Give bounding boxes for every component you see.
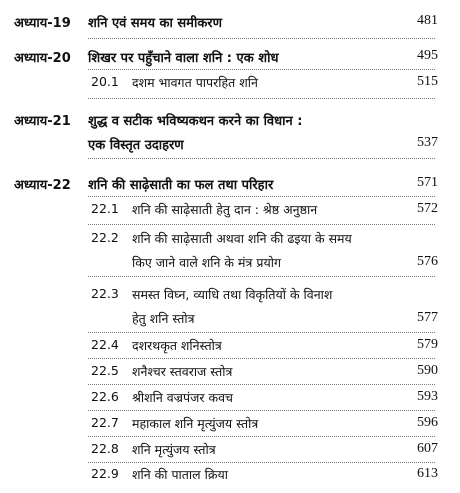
section-title: शनि मृत्युंजय स्तोत्र — [132, 442, 216, 457]
page-number: 607 — [417, 441, 438, 456]
page-number: 571 — [417, 175, 438, 190]
section-title: दशरथकृत शनिस्तोत्र — [132, 338, 222, 353]
section-title: दशम भावगत पापरहित शनि — [132, 75, 258, 90]
separator-line — [88, 38, 435, 39]
section-number: 22.3 — [91, 286, 119, 301]
section-title: श्रीशनि वज्रपंजर कवच — [132, 390, 233, 405]
separator-line — [88, 224, 435, 225]
page-number: 576 — [417, 254, 438, 269]
section-title: शनि की साढ़ेसाती हेतु दान : श्रेष्ठ अनुष्ठान — [132, 202, 318, 217]
page-number: 596 — [417, 415, 438, 430]
separator-line — [88, 410, 435, 411]
section-number: 22.9 — [91, 466, 119, 481]
section-title: महाकाल शनि मृत्युंजय स्तोत्र — [132, 416, 259, 431]
separator-line — [88, 332, 435, 333]
section-title-line-1: शनि की साढ़ेसाती अथवा शनि की ढइया के समय — [132, 231, 352, 246]
section-title-line-1: समस्त विघ्न, व्याधि तथा विकृतियों के विनाश — [132, 287, 333, 302]
page-number: 613 — [417, 466, 438, 481]
separator-line — [88, 196, 435, 197]
separator-line — [88, 462, 435, 463]
page-number: 481 — [417, 13, 438, 28]
separator-line — [88, 69, 435, 70]
chapter-title-line-2: एक विस्तृत उदाहरण — [88, 138, 184, 153]
page-number: 577 — [417, 310, 438, 325]
chapter-title-line-1: शुद्ध व सटीक भविष्यकथन करने का विधान : — [88, 114, 303, 129]
chapter-number: अध्याय-21 — [14, 114, 71, 129]
separator-line — [88, 158, 435, 159]
chapter-title: शिखर पर पहुँचाने वाला शनि : एक शोध — [88, 51, 279, 66]
chapter-number: अध्याय-20 — [14, 51, 71, 66]
page-number: 515 — [417, 74, 438, 89]
separator-line — [88, 98, 435, 99]
section-title-line-2: हेतु शनि स्तोत्र — [132, 311, 195, 326]
chapter-number: अध्याय-19 — [14, 16, 71, 31]
chapter-title: शनि की साढ़ेसाती का फल तथा परिहार — [88, 178, 274, 193]
section-number: 22.8 — [91, 441, 119, 456]
page-number: 537 — [417, 135, 438, 150]
page-number: 579 — [417, 337, 438, 352]
section-number: 22.6 — [91, 389, 119, 404]
page-number: 495 — [417, 48, 438, 63]
section-title-line-2: किए जाने वाले शनि के मंत्र प्रयोग — [132, 255, 281, 270]
chapter-title: शनि एवं समय का समीकरण — [88, 16, 223, 31]
section-number: 22.1 — [91, 201, 119, 216]
separator-line — [88, 436, 435, 437]
section-title: शनि की पाताल क्रिया — [132, 467, 228, 482]
section-number: 20.1 — [91, 74, 119, 89]
section-title: शनैश्चर स्तवराज स्तोत्र — [132, 364, 233, 379]
page-number: 593 — [417, 389, 438, 404]
separator-line — [88, 384, 435, 385]
section-number: 22.4 — [91, 337, 119, 352]
page-number: 590 — [417, 363, 438, 378]
section-number: 22.7 — [91, 415, 119, 430]
separator-line — [88, 276, 435, 277]
chapter-number: अध्याय-22 — [14, 178, 71, 193]
separator-line — [88, 358, 435, 359]
section-number: 22.2 — [91, 230, 119, 245]
section-number: 22.5 — [91, 363, 119, 378]
page-number: 572 — [417, 201, 438, 216]
